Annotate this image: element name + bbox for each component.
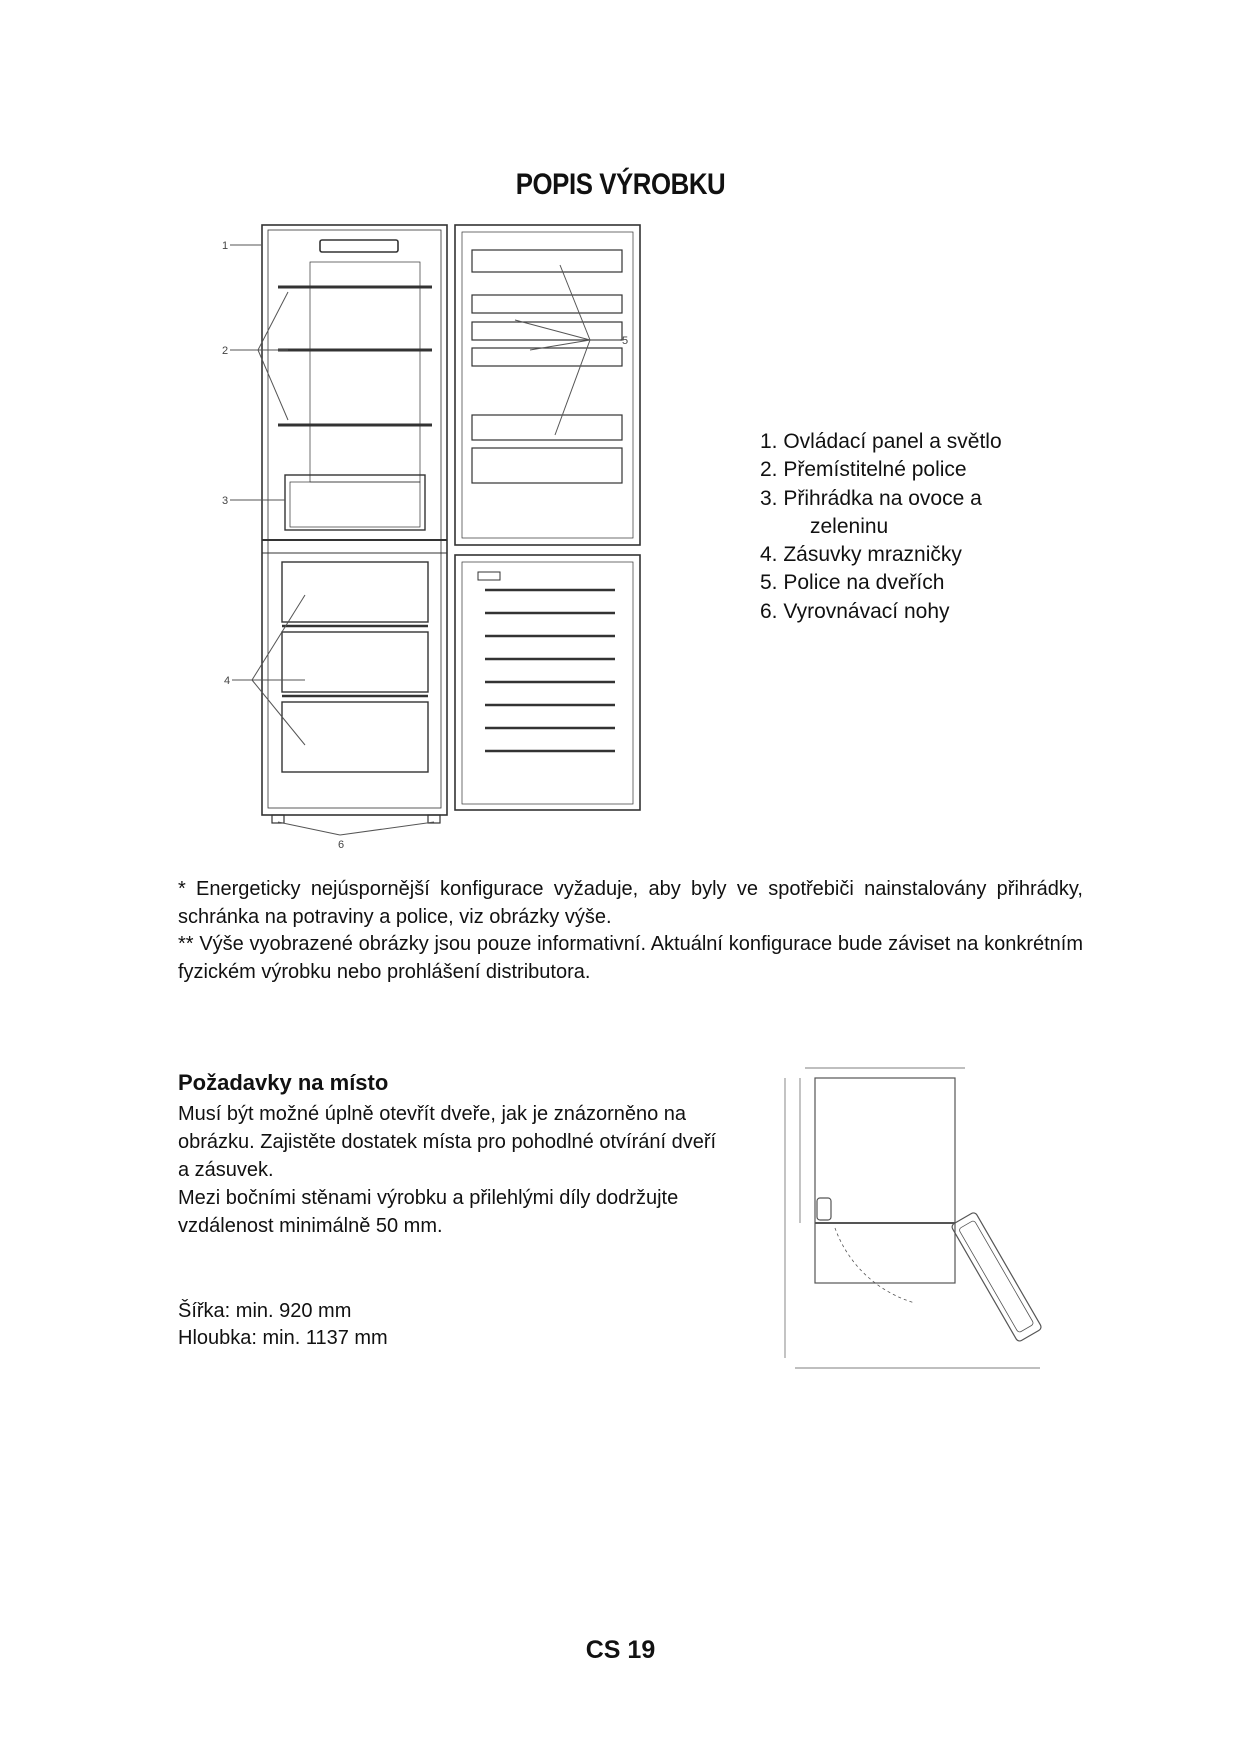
door-shelf: [472, 348, 622, 366]
freezer-drawer: [282, 632, 428, 692]
note-energy: * Energeticky nejúspornější konfigurace vyžaduje, aby byly ve spotřebiči nainstalovány přihrádky, schránka na potraviny a police, viz obrázky výše.: [178, 878, 1083, 928]
requirements-text: [178, 1100, 718, 1240]
crisper-drawer: [285, 475, 425, 530]
parts-list-item: 5. Police na dveřích: [760, 571, 945, 595]
parts-list-item-continuation: zeleninu: [810, 514, 889, 538]
freezer-drawer: [282, 562, 428, 622]
control-panel: [320, 240, 398, 252]
parts-list: [760, 428, 1002, 626]
door-shelf: [472, 250, 622, 272]
parts-list-item: 4. Zásuvky mrazničky: [760, 543, 962, 567]
open-door: [951, 1212, 1043, 1343]
requirements-paragraph: Mezi bočními stěnami výrobku a přilehlými díly dodržujte vzdálenost minimálně 50 mm.: [178, 1187, 679, 1237]
parts-list-item: 1. Ovládací panel a světlo: [760, 430, 1002, 453]
freezer-drawer: [282, 702, 428, 772]
notes: [178, 876, 1083, 986]
appliance-outline: [815, 1078, 955, 1283]
door-shelf: [472, 448, 622, 483]
callout-5: 5: [622, 335, 629, 347]
parts-list-item: 2. Přemístitelné police: [760, 458, 967, 482]
leveling-foot: [272, 815, 284, 823]
callout-6: 6: [338, 839, 345, 850]
door-shelf: [472, 415, 622, 440]
door-shelf: [472, 322, 622, 340]
callout-1: 1: [222, 240, 229, 252]
section-heading: Požadavky na místo: [178, 1070, 389, 1095]
door-hinge: [817, 1198, 831, 1220]
parts-list-item: 6. Vyrovnávací nohy: [760, 599, 950, 623]
fridge-door: [455, 225, 640, 545]
door-shelf: [472, 295, 622, 313]
requirements-paragraph: Musí být možné úplně otevřít dveře, jak je znázorněno na obrázku. Zajistěte dostatek místa pro pohodlné otvírání dveří a zásuvek.: [178, 1103, 717, 1181]
min-depth: Hloubka: min. 1137 mm: [178, 1327, 388, 1349]
note-illustrative: ** Výše vyobrazené obrázky jsou pouze informativní. Aktuální konfigurace bude záviset na konkrétním fyzickém výrobku nebo prohlášení distributora.: [178, 933, 1083, 983]
callout-4: 4: [224, 675, 231, 687]
parts-list-item: 3. Přihrádka na ovoce a: [760, 486, 982, 510]
door-clearance-diagram: [765, 1058, 1055, 1388]
leveling-foot: [428, 815, 440, 823]
page-title: POPIS VÝROBKU: [515, 168, 726, 201]
fridge-diagram: [210, 210, 680, 850]
callout-2: 2: [222, 345, 229, 357]
callout-3: 3: [222, 495, 229, 507]
min-width: Šířka: min. 920 mm: [178, 1300, 352, 1322]
dimensions: [178, 1298, 388, 1352]
page-number: CS 19: [585, 1636, 656, 1664]
